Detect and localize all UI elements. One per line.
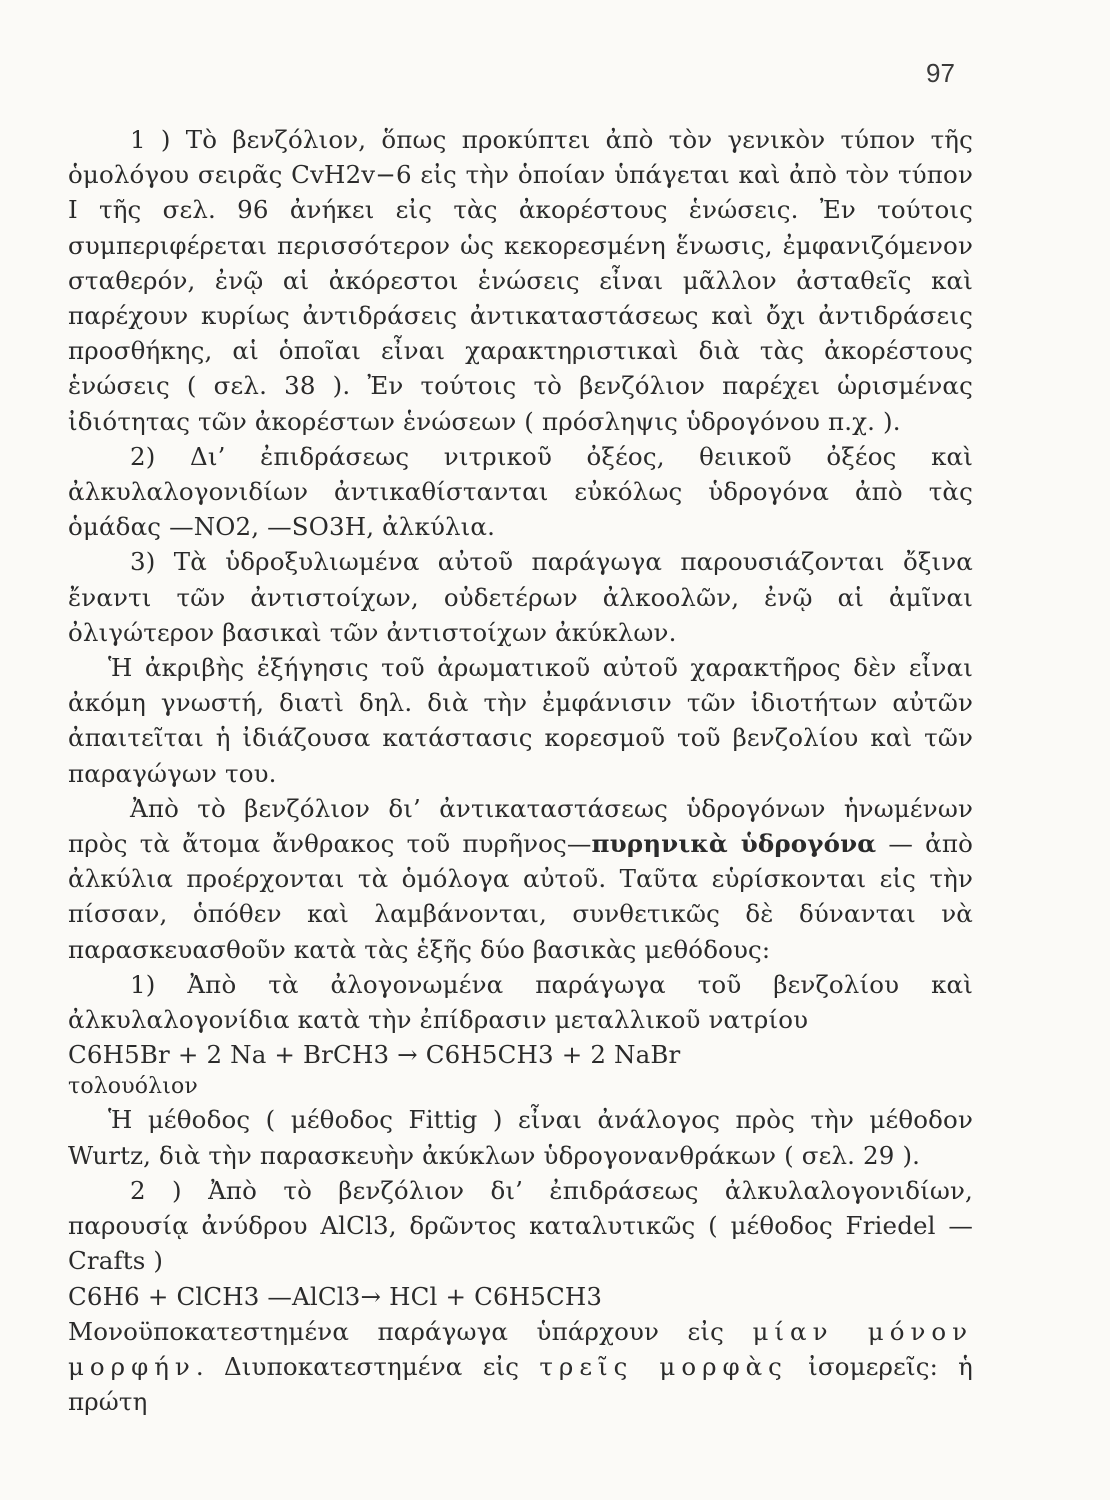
paragraph-2: 2) Δι’ ἐπιδράσεως νιτρικοῦ ὀξέος, θειικοῦ ὀξέος καὶ ἀλκυλαλογονιδίων ἀντικαθίστανται εὐκόλως ὑδρογόνα ἀπὸ τὰς ὁμάδας —NO2, —SO3H, ἀλκύλια. — [68, 441, 973, 542]
paragraph-3: 3) Τὰ ὑδροξυλιωμένα αὐτοῦ παράγωγα παρουσιάζονται ὄξινα ἔναντι τῶν ἀντιστοίχων, οὐδετέρων ἀλκοολῶν, ἐνῷ αἱ ἀμῖναι ὀλιγώτερον βασικαὶ τῶν ἀντιστοίχων ἀκύκλων. — [68, 547, 973, 647]
equation-1-formula: C6H5Br + 2 Na + BrCH3 → C6H5CH3 + 2 NaBr — [68, 1040, 681, 1070]
method-2: 2 ) Ἀπὸ τὸ βενζόλιον δι’ ἐπιδράσεως ἀλκυλαλογονιδίων, παρουσίᾳ ἀνύδρου AlCl3, δρῶντος καταλυτικῶς ( μέθοδος Friedel — Crafts ) — [68, 1175, 973, 1276]
paragraph-6: Ἡ μέθοδος ( μέθοδος Fittig ) εἶναι ἀνάλογος πρὸς τὴν μέθοδον Wurtz, διὰ τὴν παρασκευὴν ἀκύκλων ὑδρογονανθράκων ( σελ. 29 ). — [68, 1105, 973, 1170]
equation-2: C6H6 + ClCH3 —AlCl3→ HCl + C6H5CH3 — [68, 1281, 603, 1311]
equation-1 — [68, 1037, 973, 1102]
paragraph-last: Μονοϋποκατεστημένα παράγωγα ὑπάρχουν εἰς μίαν μόνον μορφήν. Διυποκατεστημένα εἰς τρεῖς μορφὰς ἰσομερεῖς: ἡ πρώτη — [68, 1316, 973, 1417]
spaced-text-2: τρεῖς μορφὰς — [539, 1351, 788, 1381]
spaced-text-1: μίαν μόνον μορφήν — [68, 1316, 973, 1381]
method-1: 1) Ἀπὸ τὰ ἀλογονωμένα παράγωγα τοῦ βενζολίου καὶ ἀλκυλαλογονίδια κατὰ τὴν ἐπίδρασιν μεταλλικοῦ νατρίου — [68, 969, 973, 1035]
equation-1-caption: τολουόλιον — [68, 1074, 198, 1100]
body-text — [68, 122, 973, 1419]
paragraph-1: 1 ) Τὸ βενζόλιον, ὅπως προκύπτει ἀπὸ τὸν γενικὸν τύπον τῆς ὁμολόγου σειρᾶς CvH2v−6 εἰς τὴν ὁποίαν ὑπάγεται καὶ ἀπὸ τὸν τύπον I τῆς σελ. 96 ἀνήκει εἰς τὰς ἀκορέστους ἑνώσεις. Ἐν τούτοις συμπεριφέρεται περισσότερον ὡς κεκορεσμένη ἕνωσις, ἐμφανιζόμενον σταθερόν, ἐνῷ αἱ ἀκόρεστοι ἑνώσεις εἶναι μᾶλλον ἀσταθεῖς καὶ παρέχουν κυρίως ἀντιδράσεις ἀντικαταστάσεως καὶ ὄχι ἀντιδράσεις προσθήκης, αἱ ὁποῖαι εἶναι χαρακτηριστικαὶ διὰ τὰς ἀκορέστους ἑνώσεις ( σελ. 38 ). Ἐν τούτοις τὸ βενζόλιον παρέχει ὡρισμένας ἰδιότητας τῶν ἀκορέστων ἑνώσεων ( πρόσληψις ὑδρογόνου π.χ. ). — [68, 125, 973, 436]
page-number: 97 — [926, 58, 955, 88]
paragraph-4: Ἡ ἀκριβὴς ἐξήγησις τοῦ ἀρωματικοῦ αὐτοῦ χαρακτῆρος δὲν εἶναι ἀκόμη γνωστή, διατὶ δηλ. διὰ τὴν ἐμφάνισιν τῶν ἰδιοτήτων αὐτῶν ἀπαιτεῖται ἡ ἰδιάζουσα κατάστασις κορεσμοῦ τοῦ βενζολίου καὶ τῶν παραγώγων του. — [68, 653, 973, 788]
paragraph-5: Ἀπὸ τὸ βενζόλιον δι’ ἀντικαταστάσεως ὑδρογόνων ἡνωμένων πρὸς τὰ ἄτομα ἄνθρακος τοῦ πυρῆνος—πυρηνικὰ ὑδρογόνα — ἀπὸ ἀλκύλια προέρχονται τὰ ὁμόλογα αὐτοῦ. Ταῦτα εὑρίσκονται εἰς τὴν πίσσαν, ὁπόθεν καὶ λαμβάνονται, συνθετικῶς δὲ δύνανται νὰ παρασκευασθοῦν κατὰ τὰς ἑξῆς δύο βασικὰς μεθόδους: — [68, 793, 973, 964]
bold-term: πυρηνικὰ ὑδρογόνα — [591, 829, 877, 859]
